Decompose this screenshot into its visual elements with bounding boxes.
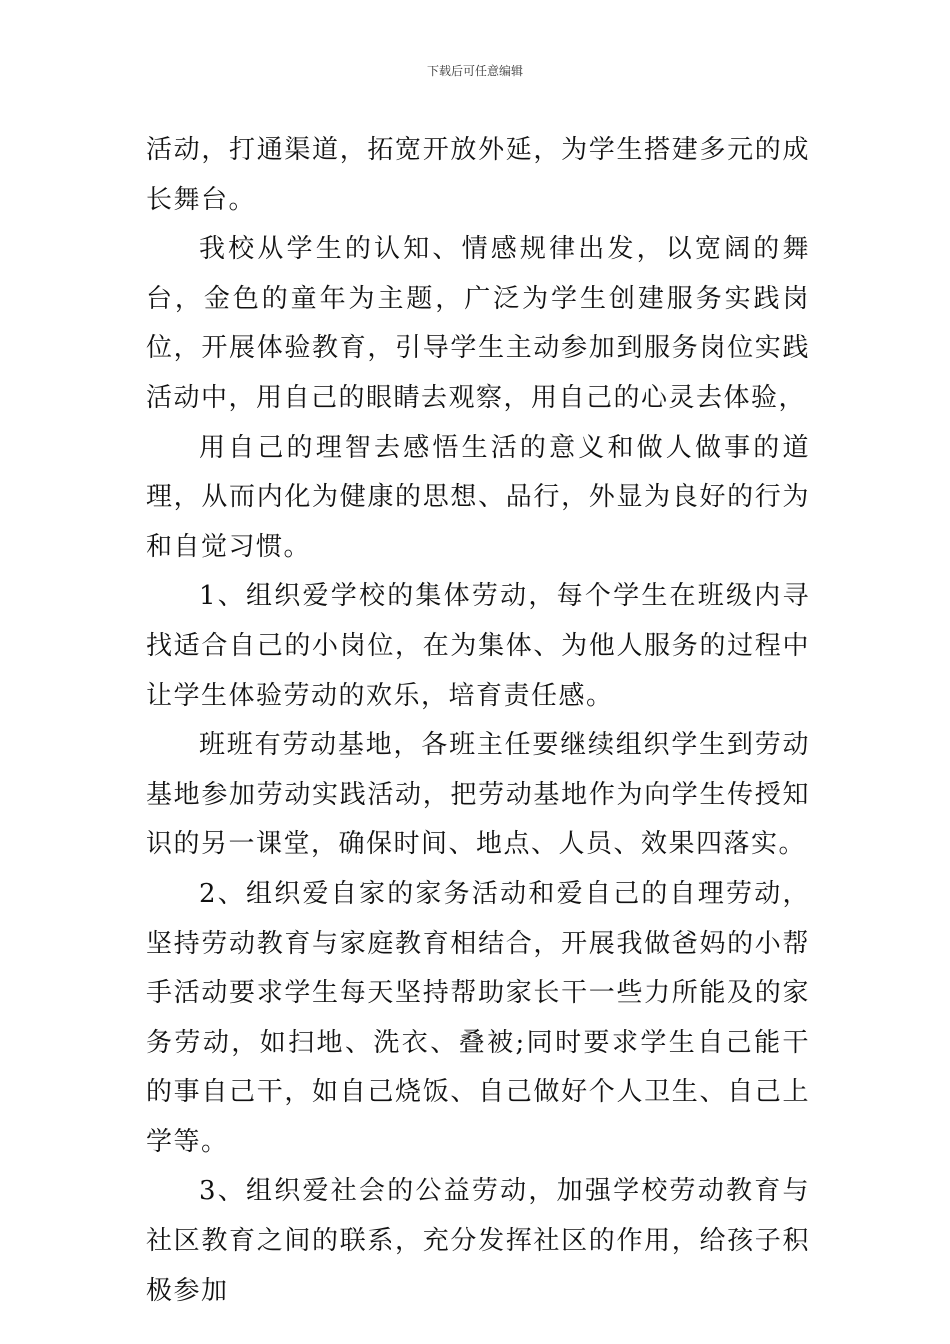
- paragraph-7: 3、组织爱社会的公益劳动，加强学校劳动教育与社区教育之间的联系，充分发挥社区的作用，给孩子积极参加: [146, 1176, 810, 1306]
- paragraph-1: 活动，打通渠道，拓宽开放外延，为学生搭建多元的成长舞台。: [146, 135, 810, 215]
- paragraph-6: 2、组织爱自家的家务活动和爱自己的自理劳动，坚持劳动教育与家庭教育相结合，开展我做爸妈的小帮手活动要求学生每天坚持帮助家长干一些力所能及的家务劳动，如扫地、洗衣、叠被;同时要求学生自己能干的事自己干，如自己烧饭、自己做好个人卫生、自己上学等。: [146, 878, 810, 1157]
- paragraph-2: 我校从学生的认知、情感规律出发，以宽阔的舞台，金色的童年为主题，广泛为学生创建服务实践岗位，开展体验教育，引导学生主动参加到服务岗位实践活动中，用自己的眼睛去观察，用自己的心灵去体验，: [146, 234, 810, 413]
- paragraph-3: 用自己的理智去感悟生活的意义和做人做事的道理，从而内化为健康的思想、品行，外显为良好的行为和自觉习惯。: [146, 432, 810, 562]
- paragraph-5: 班班有劳动基地，各班主任要继续组织学生到劳动基地参加劳动实践活动，把劳动基地作为向学生传授知识的另一课堂，确保时间、地点、人员、效果四落实。: [146, 730, 810, 860]
- paragraph-4: 1、组织爱学校的集体劳动，每个学生在班级内寻找适合自己的小岗位，在为集体、为他人服务的过程中让学生体验劳动的欢乐，培育责任感。: [146, 581, 810, 711]
- page-header-note: 下载后可任意编辑: [426, 64, 523, 78]
- document-body: [146, 126, 810, 1316]
